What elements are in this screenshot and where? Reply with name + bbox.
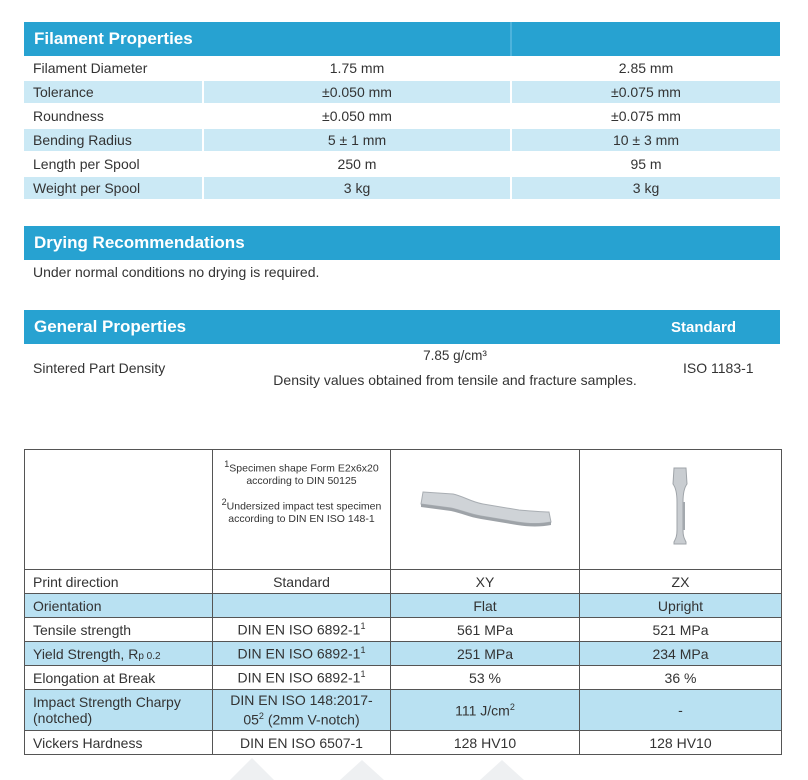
row-label: Yield Strength, Rp 0.2 [25,642,213,666]
value-175: 250 m [337,156,377,172]
row-label: Filament Diameter [33,60,148,76]
standard-cell [213,594,391,618]
standard-cell: DIN EN ISO $6892-1^1$ [213,642,391,666]
value-285: 3 kg [512,177,780,199]
table-row [25,666,782,690]
standard-cell: Standard [213,570,391,594]
filament-row [24,105,780,129]
standard-cell: DIN EN ISO 6507-1 [213,731,391,755]
drying-header [24,226,780,260]
table-row [25,618,782,642]
row-label: Vickers Hardness [25,731,213,755]
xy-specimen-image-cell [391,450,580,570]
filament-row [24,153,780,177]
upright-specimen-image [580,450,781,566]
value-175: ±0.050 mm [322,108,392,124]
filament-properties-header [24,22,780,56]
filament-properties-title: Filament Properties [34,29,193,48]
value-175: 1.75 mm [329,60,385,76]
table-row [25,690,782,731]
mechanical-properties-table [24,449,782,755]
specimen-notes-cell [213,450,391,570]
xy-cell: XY [391,570,580,594]
zx-cell: Upright [580,594,782,618]
row-label: Print direction [25,570,213,594]
watermark-shape [230,758,530,780]
value-285: ±0.075 mm [512,81,780,103]
value-285: 95 m [630,156,662,172]
value-285: 10 ± 3 mm [512,129,780,151]
specimen-note-1: $^1$Specimen shape Form E2x6x20 according to DIN 50125 [224,459,379,487]
filament-row [24,129,780,153]
standard-cell: DIN EN ISO $6892-1^1$ [213,618,391,642]
xy-cell: 128 HV10 [391,731,580,755]
value-175: 3 kg [204,177,510,199]
value-175: 5 ± 1 mm [204,129,510,151]
flat-specimen-image [391,450,579,566]
table-row [25,570,782,594]
row-label: Bending Radius [24,129,202,151]
empty-cell [25,450,213,570]
zx-cell: 521 MPa [580,618,782,642]
row-label: Orientation [25,594,213,618]
row-label: Tensile strength [25,618,213,642]
zx-cell: 128 HV10 [580,731,782,755]
standard-cell: DIN EN ISO $148:2017-05^2$ (2mm V-notch) [213,690,391,731]
density-value: 7.85 g/cm³ [423,348,487,363]
row-label: Length per Spool [33,156,140,172]
xy-cell: 53 % [391,666,580,690]
standard-cell: DIN EN ISO $6892-1^1$ [213,666,391,690]
table-row [25,594,782,618]
density-standard: ISO 1183-1 [683,360,754,376]
table-row [25,642,782,666]
drying-text: Under normal conditions no drying is required. [33,264,320,280]
filament-row [24,177,780,201]
zx-cell: 36 % [580,666,782,690]
density-label: Sintered Part Density [33,360,166,376]
xy-cell: 251 MPa [391,642,580,666]
zx-cell: 234 MPa [580,642,782,666]
zx-cell: - [580,690,782,731]
value-285: 2.85 mm [618,60,674,76]
zx-specimen-image-cell [580,450,782,570]
row-label: Elongation at Break [25,666,213,690]
table-header-row [25,450,782,570]
row-label: Impact Strength Charpy (notched) [25,690,213,731]
xy-cell: Flat [391,594,580,618]
xy-cell: 111 $J/cm^2$ [391,690,580,731]
drying-title: Drying Recommendations [34,233,245,252]
zx-cell: ZX [580,570,782,594]
density-note: Density values obtained from tensile and fracture samples. [273,372,637,388]
value-175: ±0.050 mm [204,81,510,103]
xy-cell: 561 MPa [391,618,580,642]
specimen-note-2: $^2$Undersized impact test specimen according to DIN EN ISO 148-1 [221,496,382,525]
row-label: Tolerance [24,81,202,103]
general-properties-header [24,310,780,344]
standard-header: Standard [671,319,737,336]
general-properties-title: General Properties [34,317,187,336]
row-label: Weight per Spool [24,177,202,199]
table-row [25,731,782,755]
filament-row [24,81,780,105]
filament-row [24,57,780,81]
row-label: Roundness [33,108,104,124]
value-285: ±0.075 mm [611,108,681,124]
